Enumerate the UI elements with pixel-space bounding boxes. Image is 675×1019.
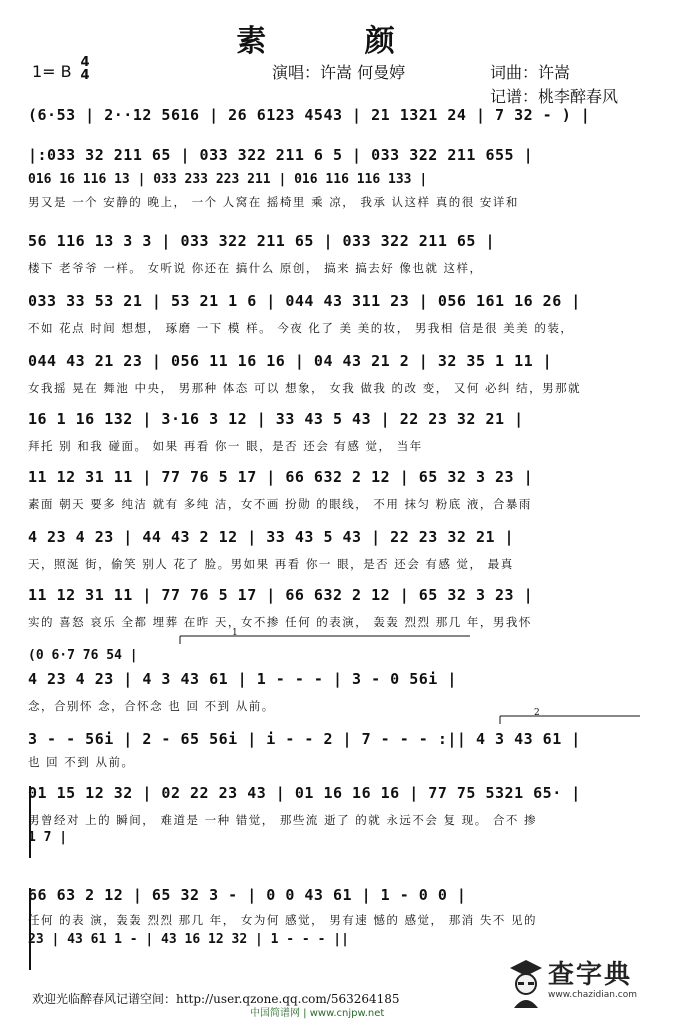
system-4-lyrics: 女我摇 晃在 舞池 中央， 男那种 体态 可以 想象， 女我 做我 的改 变， 又何 必纠 结，男那就: [28, 381, 582, 395]
watermark-brand: 查字典: [548, 960, 633, 990]
song-title: 素 颜: [236, 24, 439, 59]
scholar-icon: [506, 954, 546, 1010]
score-system-7: [0, 522, 675, 586]
system-5-lyrics: 拜托 别 和我 碰面。 如果 再看 你一 眼，是否 还会 有感 觉， 当年: [28, 439, 423, 453]
system-9-notes: 4 23 4 23 | 4 3 43 61 | 1 - - - | 3 - 0 56i |: [28, 670, 457, 688]
score-system-1: [0, 142, 675, 209]
system-12-notes: 66 63 2 12 | 65 32 3 - | 0 0 43 61 | 1 - 0 0 |: [28, 886, 467, 904]
system-9-instrumental-notes: (0 6·7 76 54 |: [28, 648, 138, 663]
system-7-notes: 4 23 4 23 | 44 43 2 12 | 33 43 5 43 | 22 23 32 21 |: [28, 528, 515, 546]
system-10-notes: 3 - - 56i | 2 - 65 56i | i - - 2 | 7 - - - :|| 4 3 43 61 |: [28, 730, 581, 748]
score-system-2: [0, 226, 675, 290]
system-8-notes: 11 12 31 11 | 77 76 5 17 | 66 632 2 12 | 65 32 3 23 |: [28, 586, 534, 604]
singers: 演唱：许嵩 何曼婷: [272, 63, 406, 82]
system-3-lyrics: 不如 花点 时间 想想， 琢磨 一下 模 样。 今夜 化了 美 美的妆， 男我相 信是很 美美 的装，: [28, 321, 574, 335]
system-1-harmony-notes: 016 16 116 13 | 033 233 223 211 | 016 116 116 133 |: [28, 172, 428, 187]
system-9-lyrics: 念，合别怀 念，合怀念 也 回 不到 从前。: [28, 699, 275, 713]
system-4-notes: 044 43 21 23 | 056 11 16 16 | 04 43 21 2 | 32 35 1 11 |: [28, 352, 553, 370]
meter-top: 4: [80, 55, 90, 70]
meter-bottom: 4: [80, 68, 90, 83]
score-system-9: [0, 644, 675, 713]
score-system-4: [0, 346, 675, 410]
system-10-lyrics: 也 回 不到 从前。: [28, 755, 135, 769]
second-ending-number: 2: [534, 708, 540, 718]
watermark-url: www.chazidian.com: [548, 990, 638, 1000]
intro-system: [0, 104, 675, 134]
time-signature: [78, 56, 92, 82]
system-12-lyrics: 任何 的表 演，轰轰 烈烈 那几 年， 女为何 感觉， 男有速 憾的 感觉， 那消 失不 见的: [28, 913, 538, 927]
system-3-notes: 033 33 53 21 | 53 21 1 6 | 044 43 311 23 | 056 161 16 26 |: [28, 292, 581, 310]
footer-site: 中国简谱网 | www.cnjpw.net: [250, 1008, 385, 1019]
system-1-notes: |:033 32 211 65 | 033 322 211 6 5 | 033 322 211 655 |: [28, 146, 534, 164]
system-5-notes: 16 1 16 132 | 3·16 3 12 | 33 43 5 43 | 22 23 32 21 |: [28, 410, 524, 428]
system-1-lyrics: 男又是 一个 安静的 晚上， 一个 人窝在 摇椅里 乘 凉， 我承 认这样 真的很 安详和: [28, 195, 519, 209]
system-7-lyrics: 天，照涎 街，偷笑 别人 花了 脸。男如果 再看 你一 眼，是否 还会 有感 觉， 最真: [28, 557, 514, 571]
score-system-11: [0, 778, 675, 845]
system-11-lyrics: 男曾经对 上的 瞬间， 难道是 一种 错觉， 那些流 逝了 的就 永远不会 复 现。 合不 掺: [28, 813, 538, 827]
composer: 词曲：许嵩: [490, 63, 571, 82]
system-11-notes: 01 15 12 32 | 02 22 23 43 | 01 16 16 16 | 77 75 5321 65· |: [28, 784, 581, 802]
system-11-harmony-notes: 1 7 |: [28, 830, 68, 845]
system-2-lyrics: 楼下 老爷爷 一样。 女听说 你还在 搞什么 原创， 搞来 搞去好 像也就 这样，: [28, 261, 483, 275]
system-2-notes: 56 116 13 3 3 | 033 322 211 65 | 033 322 211 65 |: [28, 232, 496, 250]
footer-link-text: 欢迎光临醉春风记谱空间：http://user.qzone.qq.com/563264185: [32, 992, 400, 1006]
intro-notes: (6·53 | 2··12 5616 | 26 6123 4543 | 21 1321 24 | 7 32 - ) |: [28, 106, 591, 124]
score-system-3: [0, 286, 675, 350]
first-ending-number: 1: [232, 628, 238, 638]
watermark-logo: [506, 952, 670, 1012]
system-6-lyrics: 素面 朝天 要多 纯洁 就有 多纯 洁，女不画 扮勋 的眼线， 不用 抹匀 粉底 液，合暴雨: [28, 497, 532, 511]
transcriber: 记谱：桃李醉春风: [490, 87, 619, 106]
score-system-6: [0, 462, 675, 526]
system-12-harmony-notes: 23 | 43 61 1 - | 43 16 12 32 | 1 - - - ||: [28, 932, 349, 947]
score-system-5: [0, 404, 675, 468]
system-6-notes: 11 12 31 11 | 77 76 5 17 | 66 632 2 12 | 65 32 3 23 |: [28, 468, 534, 486]
system-8-lyrics: 实的 喜怒 哀乐 全都 埋葬 在昨 天，女不掺 任何 的表演， 轰轰 烈烈 那几 年，男我怀: [28, 615, 532, 629]
key-signature: 1= B: [32, 62, 72, 81]
